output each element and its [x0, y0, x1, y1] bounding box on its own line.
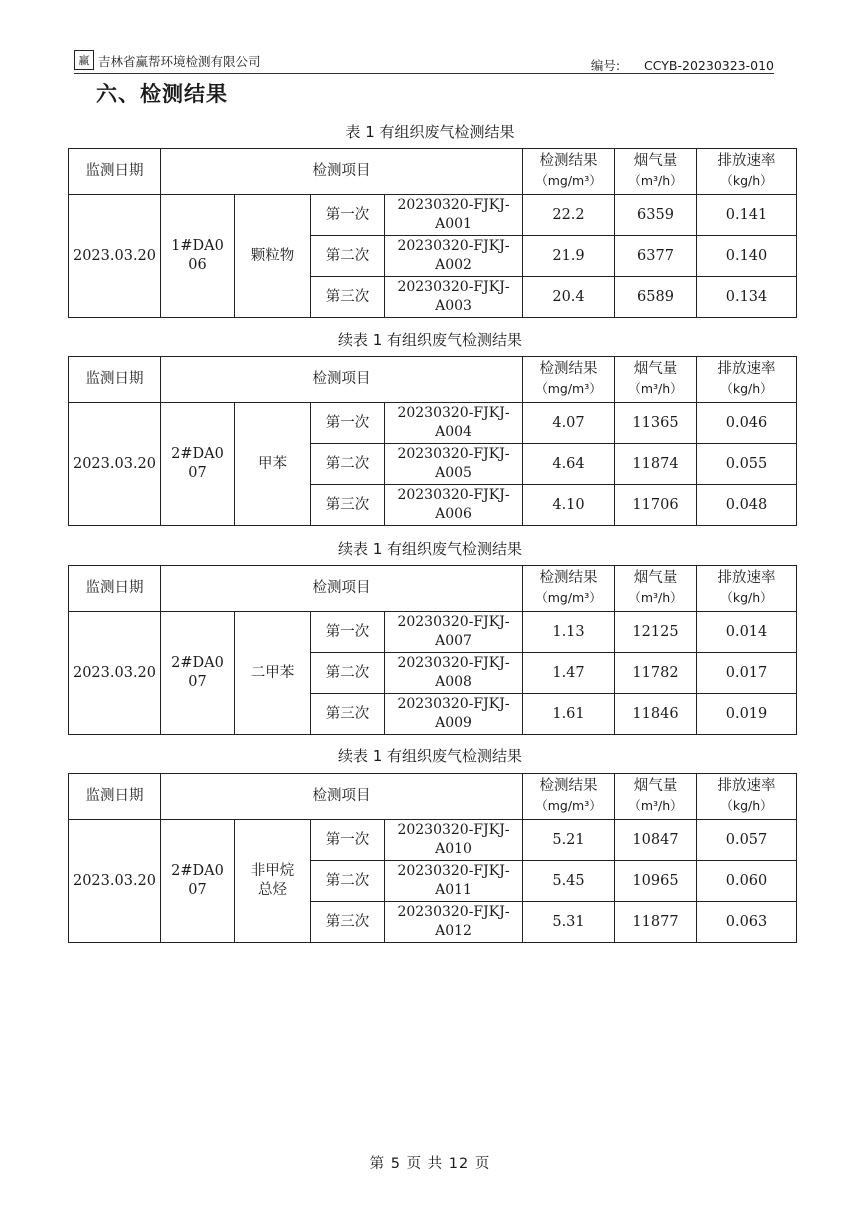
header-rate-label: 排放速率: [717, 153, 776, 169]
header-rate-unit: （kg/h）: [720, 590, 773, 605]
sample-code-line: A001: [435, 216, 472, 232]
table-caption: 表 1 有组织废气检测结果: [345, 123, 515, 141]
header-rate-unit: （kg/h）: [720, 798, 773, 813]
sample-code: [385, 612, 523, 653]
header-flow-unit: （m³/h）: [628, 590, 683, 605]
results-table: [68, 148, 797, 318]
pollutant-name: [235, 820, 311, 943]
rate-value: 0.060: [697, 861, 797, 902]
pollutant-name-line: 非甲烷: [250, 863, 295, 879]
sample-code: [385, 444, 523, 485]
sample-code-line: A008: [435, 674, 472, 690]
sample-code: [385, 861, 523, 902]
section-title: 六、检测结果: [96, 82, 228, 106]
sample-sequence: 第一次: [311, 195, 385, 236]
sample-code-line: 20230320-FJKJ-: [397, 863, 510, 879]
result-value: 5.31: [523, 902, 615, 943]
header-rate-label: 排放速率: [717, 778, 776, 794]
sample-sequence: 第二次: [311, 444, 385, 485]
monitoring-date: 2023.03.20: [69, 820, 161, 943]
header-date: 监测日期: [69, 566, 161, 612]
pollutant-name-line: 甲苯: [258, 455, 287, 472]
document-number-value: CCYB-20230323-010: [644, 58, 774, 73]
sample-code-line: A009: [435, 715, 472, 731]
header-result-label: 检测结果: [539, 361, 598, 377]
header-result: [523, 149, 615, 195]
header-date: 监测日期: [69, 149, 161, 195]
rate-value: 0.046: [697, 403, 797, 444]
sample-code: [385, 820, 523, 861]
header-flow-unit: （m³/h）: [628, 173, 683, 188]
table-row: [69, 403, 797, 444]
pollutant-name-line: 颗粒物: [250, 247, 295, 264]
sample-code: [385, 694, 523, 735]
sample-code-line: 20230320-FJKJ-: [397, 822, 510, 838]
header-rate-label: 排放速率: [717, 361, 776, 377]
table-row: [69, 612, 797, 653]
outlet-id: [161, 195, 235, 318]
sample-code-line: 20230320-FJKJ-: [397, 446, 510, 462]
sample-code-line: 20230320-FJKJ-: [397, 696, 510, 712]
outlet-id: [161, 820, 235, 943]
document-number-label: 编号:: [590, 58, 621, 73]
sample-sequence: 第三次: [311, 277, 385, 318]
sample-code-line: A003: [435, 298, 472, 314]
rate-value: 0.048: [697, 485, 797, 526]
header-flow: [615, 774, 697, 820]
header-result-label: 检测结果: [539, 778, 598, 794]
result-value: 4.10: [523, 485, 615, 526]
result-value: 20.4: [523, 277, 615, 318]
header-row: [69, 149, 797, 195]
sample-sequence: 第三次: [311, 902, 385, 943]
pollutant-name: [235, 403, 311, 526]
results-table: [68, 356, 797, 526]
results-table: [68, 565, 797, 735]
pollutant-name: [235, 195, 311, 318]
rate-value: 0.141: [697, 195, 797, 236]
sample-code-line: 20230320-FJKJ-: [397, 614, 510, 630]
outlet-id: [161, 403, 235, 526]
header-item: 检测项目: [161, 566, 523, 612]
sample-code-line: A005: [435, 465, 472, 481]
outlet-id: [161, 612, 235, 735]
sample-code-line: A011: [435, 882, 472, 898]
sample-code-line: A012: [435, 923, 472, 939]
sample-sequence: 第二次: [311, 653, 385, 694]
sample-sequence: 第一次: [311, 612, 385, 653]
outlet-id-line: 2#DA0: [171, 863, 224, 879]
result-value: 1.47: [523, 653, 615, 694]
sample-sequence: 第三次: [311, 694, 385, 735]
sample-code-line: 20230320-FJKJ-: [397, 904, 510, 920]
header-item: 检测项目: [161, 149, 523, 195]
result-value: 1.13: [523, 612, 615, 653]
outlet-id-line: 2#DA0: [171, 446, 224, 462]
sample-code: [385, 195, 523, 236]
table-row: [69, 820, 797, 861]
sample-code: [385, 403, 523, 444]
rate-value: 0.140: [697, 236, 797, 277]
rate-value: 0.063: [697, 902, 797, 943]
header-rate-unit: （kg/h）: [720, 173, 773, 188]
header-flow-label: 烟气量: [633, 778, 678, 794]
flow-value: 10965: [615, 861, 697, 902]
result-value: 5.21: [523, 820, 615, 861]
header-result-label: 检测结果: [539, 153, 598, 169]
result-value: 5.45: [523, 861, 615, 902]
monitoring-date: 2023.03.20: [69, 403, 161, 526]
rate-value: 0.134: [697, 277, 797, 318]
header-result-label: 检测结果: [539, 570, 598, 586]
table-caption: 续表 1 有组织废气检测结果: [337, 331, 523, 349]
sample-code-line: A010: [435, 841, 472, 857]
header-rate-label: 排放速率: [717, 570, 776, 586]
header-result-unit: （mg/m³）: [535, 798, 602, 813]
sample-sequence: 第二次: [311, 861, 385, 902]
flow-value: 11874: [615, 444, 697, 485]
table-row: [69, 195, 797, 236]
document-number: [591, 56, 774, 74]
header-result-unit: （mg/m³）: [535, 381, 602, 396]
sample-code-line: 20230320-FJKJ-: [397, 655, 510, 671]
header-flow: [615, 566, 697, 612]
header-flow-unit: （m³/h）: [628, 381, 683, 396]
header-row: [69, 566, 797, 612]
rate-value: 0.019: [697, 694, 797, 735]
flow-value: 11877: [615, 902, 697, 943]
company-name: 吉林省赢帮环境检测有限公司: [98, 54, 261, 69]
sample-code-line: A004: [435, 424, 472, 440]
outlet-id-line: 1#DA0: [171, 238, 224, 254]
outlet-id-line: 07: [188, 674, 207, 690]
header-rate: [697, 357, 797, 403]
result-value: 4.64: [523, 444, 615, 485]
sample-code: [385, 277, 523, 318]
sample-code-line: A002: [435, 257, 472, 273]
flow-value: 10847: [615, 820, 697, 861]
page-header: [74, 48, 774, 74]
rate-value: 0.055: [697, 444, 797, 485]
flow-value: 11782: [615, 653, 697, 694]
header-result: [523, 357, 615, 403]
flow-value: 6589: [615, 277, 697, 318]
result-value: 21.9: [523, 236, 615, 277]
header-result: [523, 774, 615, 820]
header-flow-label: 烟气量: [633, 153, 678, 169]
sample-sequence: 第三次: [311, 485, 385, 526]
header-flow: [615, 149, 697, 195]
sample-code-line: A006: [435, 506, 472, 522]
rate-value: 0.017: [697, 653, 797, 694]
outlet-id-line: 07: [188, 882, 207, 898]
sample-code-line: 20230320-FJKJ-: [397, 197, 510, 213]
outlet-id-line: 07: [188, 465, 207, 481]
header-row: [69, 357, 797, 403]
monitoring-date: 2023.03.20: [69, 195, 161, 318]
header-result: [523, 566, 615, 612]
header-flow-label: 烟气量: [633, 570, 678, 586]
header-date: 监测日期: [69, 774, 161, 820]
header-flow-unit: （m³/h）: [628, 798, 683, 813]
outlet-id-line: 2#DA0: [171, 655, 224, 671]
result-value: 1.61: [523, 694, 615, 735]
sample-code: [385, 902, 523, 943]
result-value: 4.07: [523, 403, 615, 444]
pollutant-name: [235, 612, 311, 735]
sample-code: [385, 236, 523, 277]
header-item: 检测项目: [161, 774, 523, 820]
header-rate: [697, 566, 797, 612]
results-table: [68, 773, 797, 943]
flow-value: 6359: [615, 195, 697, 236]
outlet-id-line: 06: [188, 257, 207, 273]
header-result-unit: （mg/m³）: [535, 590, 602, 605]
sample-code-line: 20230320-FJKJ-: [397, 238, 510, 254]
rate-value: 0.014: [697, 612, 797, 653]
sample-sequence: 第一次: [311, 820, 385, 861]
sample-sequence: 第一次: [311, 403, 385, 444]
header-rate: [697, 774, 797, 820]
pollutant-name-line: 总烃: [258, 882, 287, 898]
table-caption: 续表 1 有组织废气检测结果: [337, 540, 523, 558]
flow-value: 12125: [615, 612, 697, 653]
sample-code-line: 20230320-FJKJ-: [397, 487, 510, 503]
table-caption: 续表 1 有组织废气检测结果: [337, 747, 523, 765]
sample-sequence: 第二次: [311, 236, 385, 277]
header-result-unit: （mg/m³）: [535, 173, 602, 188]
flow-value: 11365: [615, 403, 697, 444]
header-rate: [697, 149, 797, 195]
pollutant-name-line: 二甲苯: [250, 664, 295, 681]
header-flow: [615, 357, 697, 403]
header-item: 检测项目: [161, 357, 523, 403]
sample-code: [385, 485, 523, 526]
header-flow-label: 烟气量: [633, 361, 678, 377]
flow-value: 11846: [615, 694, 697, 735]
company-logo-icon: 赢: [74, 50, 94, 70]
flow-value: 6377: [615, 236, 697, 277]
header-row: [69, 774, 797, 820]
sample-code-line: 20230320-FJKJ-: [397, 405, 510, 421]
header-divider: [74, 73, 774, 74]
monitoring-date: 2023.03.20: [69, 612, 161, 735]
rate-value: 0.057: [697, 820, 797, 861]
sample-code-line: A007: [435, 633, 472, 649]
sample-code: [385, 653, 523, 694]
header-rate-unit: （kg/h）: [720, 381, 773, 396]
header-date: 监测日期: [69, 357, 161, 403]
page-footer: 第 5 页 共 12 页: [369, 1156, 491, 1172]
result-value: 22.2: [523, 195, 615, 236]
sample-code-line: 20230320-FJKJ-: [397, 279, 510, 295]
flow-value: 11706: [615, 485, 697, 526]
